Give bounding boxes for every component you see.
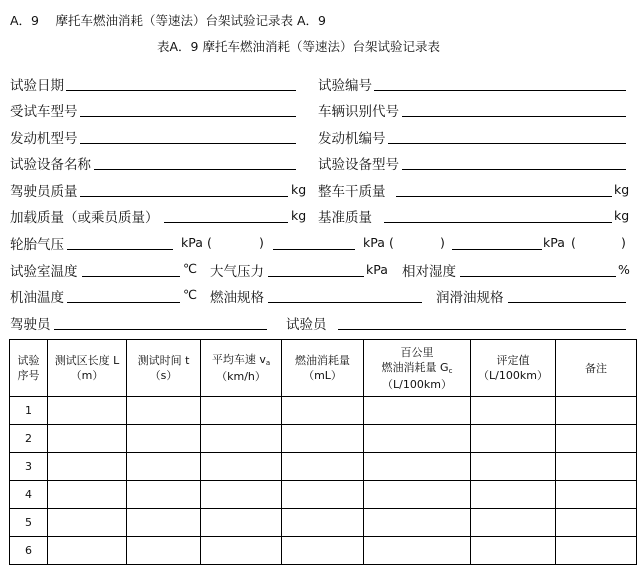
- paren-open-3: (: [571, 235, 576, 250]
- vin-field[interactable]: [402, 116, 626, 117]
- tire-pressure-field-1[interactable]: [67, 249, 173, 250]
- cell-per100[interactable]: [364, 537, 471, 565]
- humidity-unit: %: [618, 262, 630, 277]
- curb-mass-label: 整车干质量: [318, 184, 386, 200]
- table-row: [10, 397, 637, 425]
- cell-time[interactable]: [127, 537, 201, 565]
- cell-length[interactable]: [48, 537, 127, 565]
- oil-temp-unit: ℃: [183, 287, 198, 302]
- cell-length[interactable]: [48, 397, 127, 425]
- cell-speed[interactable]: [201, 537, 282, 565]
- cell-fuel[interactable]: [282, 397, 364, 425]
- cell-per100[interactable]: [364, 509, 471, 537]
- equip-model-field[interactable]: [402, 169, 626, 170]
- humidity-field[interactable]: [460, 276, 616, 277]
- cell-speed[interactable]: [201, 481, 282, 509]
- cell-length[interactable]: [48, 425, 127, 453]
- ref-mass-label: 基准质量: [318, 210, 372, 226]
- curb-mass-field[interactable]: [396, 196, 612, 197]
- humidity-label: 相对湿度: [402, 264, 456, 280]
- tester-label: 试验员: [286, 317, 327, 333]
- equip-name-field[interactable]: [94, 169, 296, 170]
- header-remark: 备注: [556, 340, 637, 397]
- cell-per100[interactable]: [364, 481, 471, 509]
- cell-remark[interactable]: [556, 397, 637, 425]
- header-seq: 试验序号: [10, 340, 48, 397]
- driver-label: 驾驶员: [10, 317, 51, 333]
- atm-pressure-field[interactable]: [268, 276, 364, 277]
- engine-model-label: 发动机型号: [10, 131, 78, 147]
- table-row: [10, 481, 637, 509]
- cell-fuel[interactable]: [282, 481, 364, 509]
- tire-pressure-unit-1: kPa: [181, 235, 203, 250]
- table-header-row: [10, 340, 637, 397]
- cell-fuel[interactable]: [282, 425, 364, 453]
- cell-time[interactable]: [127, 509, 201, 537]
- cell-time[interactable]: [127, 453, 201, 481]
- paren-close-3: ): [621, 235, 626, 250]
- cell-length[interactable]: [48, 453, 127, 481]
- ref-mass-unit: kg: [614, 208, 630, 223]
- vehicle-model-label: 受试车型号: [10, 104, 78, 120]
- row-number: 5: [10, 509, 48, 537]
- driver-field[interactable]: [54, 329, 267, 330]
- tire-pressure-field-3[interactable]: [452, 249, 542, 250]
- header-speed: 平均车速 va （km/h）: [201, 340, 282, 397]
- equip-name-label: 试验设备名称: [10, 157, 91, 173]
- cell-time[interactable]: [127, 397, 201, 425]
- cell-remark[interactable]: [556, 425, 637, 453]
- tire-pressure-field-2[interactable]: [273, 249, 355, 250]
- table-row: [10, 453, 637, 481]
- room-temp-label: 试验室温度: [10, 264, 78, 280]
- table-row: [10, 509, 637, 537]
- header-rated: 评定值 （L/100km）: [471, 340, 556, 397]
- cell-fuel[interactable]: [282, 537, 364, 565]
- table-row: [10, 537, 637, 565]
- driver-mass-unit: kg: [291, 182, 307, 197]
- ref-mass-field[interactable]: [384, 222, 612, 223]
- cell-rated[interactable]: [471, 453, 556, 481]
- cell-fuel[interactable]: [282, 509, 364, 537]
- atm-pressure-label: 大气压力: [210, 264, 264, 280]
- room-temp-unit: ℃: [183, 261, 198, 276]
- cell-per100[interactable]: [364, 397, 471, 425]
- paren-close-2: ): [440, 235, 445, 250]
- paren-open-1: (: [207, 235, 212, 250]
- cell-time[interactable]: [127, 425, 201, 453]
- cell-per100[interactable]: [364, 453, 471, 481]
- test-date-label: 试验日期: [10, 78, 64, 94]
- equip-model-label: 试验设备型号: [318, 157, 399, 173]
- cell-speed[interactable]: [201, 425, 282, 453]
- engine-model-field[interactable]: [80, 143, 296, 144]
- tire-pressure-unit-3: kPa: [543, 235, 565, 250]
- cell-speed[interactable]: [201, 453, 282, 481]
- cell-speed[interactable]: [201, 397, 282, 425]
- oil-temp-field[interactable]: [67, 302, 180, 303]
- load-mass-field[interactable]: [164, 222, 288, 223]
- tester-field[interactable]: [338, 329, 626, 330]
- header-length: 测试区长度 L （m）: [48, 340, 127, 397]
- cell-remark[interactable]: [556, 481, 637, 509]
- lube-spec-label: 润滑油规格: [436, 290, 504, 306]
- header-fuel: 燃油消耗量 （mL）: [282, 340, 364, 397]
- cell-rated[interactable]: [471, 481, 556, 509]
- oil-temp-label: 机油温度: [10, 290, 64, 306]
- cell-fuel[interactable]: [282, 453, 364, 481]
- cell-length[interactable]: [48, 481, 127, 509]
- cell-rated[interactable]: [471, 425, 556, 453]
- document-heading: A．9 摩托车燃油消耗（等速法）台架试验记录表 A．9: [10, 13, 326, 28]
- tire-pressure-label: 轮胎气压: [10, 237, 64, 253]
- row-number: 3: [10, 453, 48, 481]
- vin-label: 车辆识别代号: [318, 104, 399, 120]
- cell-remark[interactable]: [556, 453, 637, 481]
- atm-pressure-unit: kPa: [366, 262, 388, 277]
- header-per100: 百公里 燃油消耗量 Gc （L/100km）: [364, 340, 471, 397]
- row-number: 6: [10, 537, 48, 565]
- load-mass-unit: kg: [291, 208, 307, 223]
- table-title: 表A．9 摩托车燃油消耗（等速法）台架试验记录表: [157, 39, 440, 54]
- cell-per100[interactable]: [364, 425, 471, 453]
- tire-pressure-unit-2: kPa: [363, 235, 385, 250]
- curb-mass-unit: kg: [614, 182, 630, 197]
- record-table: [9, 339, 637, 565]
- engine-no-label: 发动机编号: [318, 131, 386, 147]
- cell-time[interactable]: [127, 481, 201, 509]
- cell-speed[interactable]: [201, 509, 282, 537]
- cell-remark[interactable]: [556, 509, 637, 537]
- load-mass-label: 加载质量（或乘员质量）: [10, 210, 159, 226]
- engine-no-field[interactable]: [388, 143, 626, 144]
- header-time: 测试时间 t （s）: [127, 340, 201, 397]
- cell-rated[interactable]: [471, 537, 556, 565]
- vehicle-model-field[interactable]: [80, 116, 296, 117]
- cell-rated[interactable]: [471, 397, 556, 425]
- paren-open-2: (: [389, 235, 394, 250]
- cell-length[interactable]: [48, 509, 127, 537]
- room-temp-field[interactable]: [82, 276, 180, 277]
- table-row: [10, 425, 637, 453]
- driver-mass-label: 驾驶员质量: [10, 184, 78, 200]
- row-number: 2: [10, 425, 48, 453]
- paren-close-1: ): [259, 235, 264, 250]
- driver-mass-field[interactable]: [80, 196, 288, 197]
- cell-rated[interactable]: [471, 509, 556, 537]
- row-number: 4: [10, 481, 48, 509]
- row-number: 1: [10, 397, 48, 425]
- test-no-field[interactable]: [374, 90, 626, 91]
- cell-remark[interactable]: [556, 537, 637, 565]
- lube-spec-field[interactable]: [508, 302, 626, 303]
- fuel-spec-field[interactable]: [268, 302, 422, 303]
- fuel-spec-label: 燃油规格: [210, 290, 264, 306]
- test-date-field[interactable]: [66, 90, 296, 91]
- test-no-label: 试验编号: [318, 78, 372, 94]
